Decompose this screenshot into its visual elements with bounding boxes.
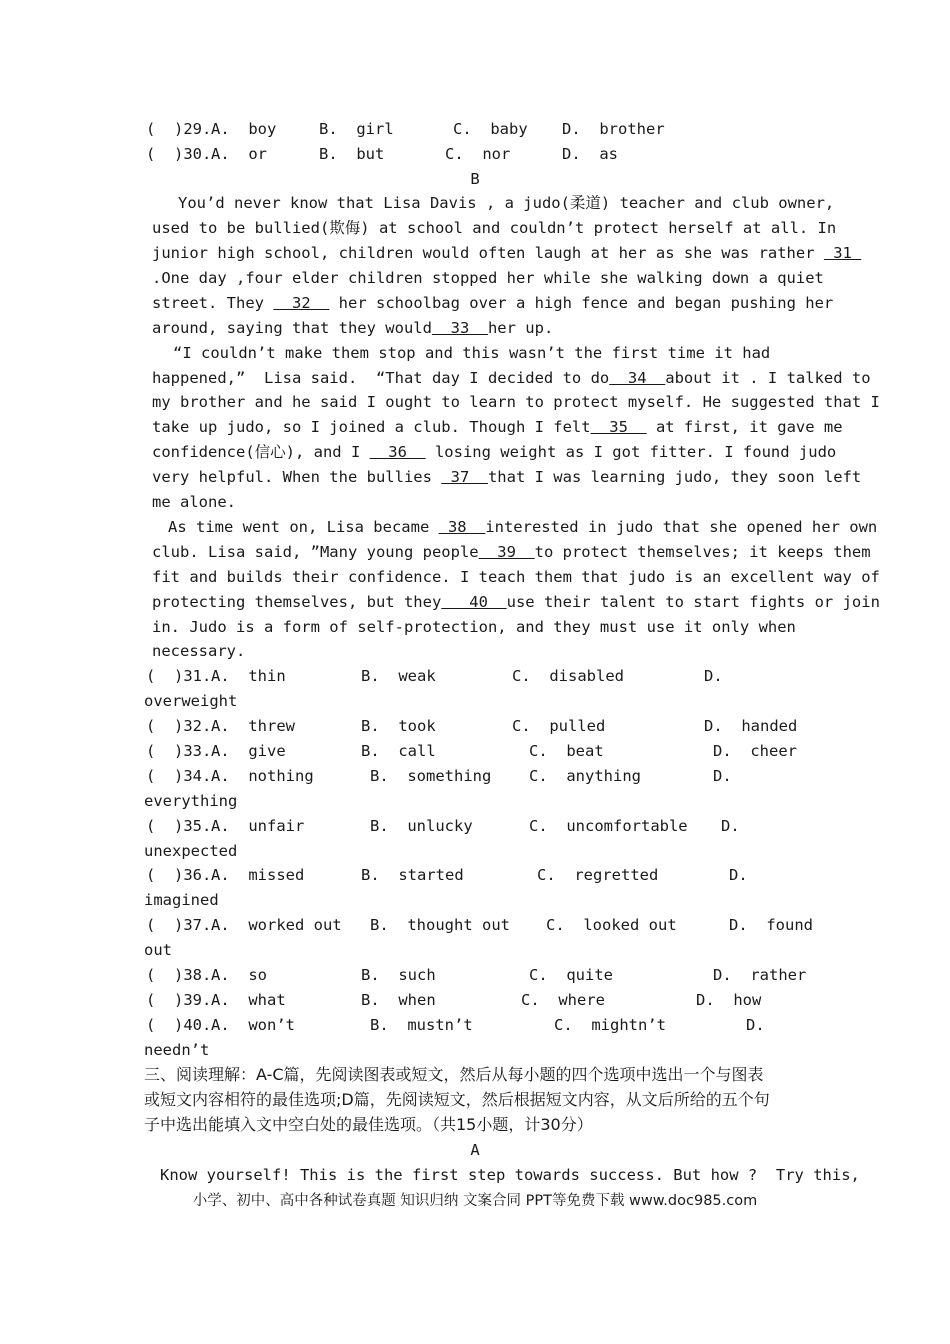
option-c: C. mightn’t [554, 1016, 666, 1034]
passage-line: street. They 32 her schoolbag over a high fence and began pushing her [152, 294, 834, 312]
question-number: ( )37. [146, 916, 212, 934]
blank-39: 39 [478, 543, 535, 561]
passage-line: junior high school, children would often laugh at her as she was rather 31 [152, 244, 862, 262]
option-b: B. unlucky [370, 817, 473, 835]
passage-line: around, saying that they would 33 her up. [152, 319, 554, 337]
option-a: A. give [211, 742, 286, 760]
passage-line: happened,” Lisa said. “That day I decided to do 34 about it . I talked to [152, 369, 871, 387]
option-d: D. [704, 667, 723, 685]
instruction-line: 或短文内容相符的最佳选项;D篇，先阅读短文，然后根据短文内容，从文后所给的五个句 [144, 1090, 770, 1109]
option-b: B. thought out [370, 916, 510, 934]
option-d: D. [746, 1016, 765, 1034]
question-number: ( )31. [146, 667, 212, 685]
instruction-line: 三、阅读理解：A-C篇，先阅读图表或短文，然后从每小题的四个选项中选出一个与图表 [144, 1065, 764, 1084]
option-b: B. when [361, 991, 436, 1009]
instruction-line: 子中选出能填入文中空白处的最佳选项。（共15小题，计30分） [144, 1115, 593, 1134]
passage-line: in. Judo is a form of self-protection, and they must use it only when [152, 618, 796, 636]
passage-line: me alone. [152, 493, 236, 511]
section-b-heading: B [470, 170, 480, 188]
blank-32: 32 [273, 294, 330, 312]
passage-line: take up judo, so I joined a club. Though I felt 35 at first, it gave me [152, 418, 843, 436]
option-c: C. beat [529, 742, 604, 760]
option-b: B. started [361, 866, 464, 884]
option-c: C. where [521, 991, 605, 1009]
question-number: ( )36. [146, 866, 212, 884]
option-b: B. girl [319, 120, 394, 138]
blank-40: 40 [441, 593, 507, 611]
option-d: D. as [562, 145, 618, 163]
option-b: B. mustn’t [370, 1016, 473, 1034]
blank-35: 35 [590, 418, 647, 436]
question-number: ( )32. [146, 717, 212, 735]
option-c: C. baby [453, 120, 528, 138]
option-b: B. but [319, 145, 385, 163]
question-number: ( )39. [146, 991, 212, 1009]
passage-line: confidence(信心), and I 36 losing weight as I got fitter. I found judo [152, 443, 837, 461]
option-c: C. regretted [537, 866, 659, 884]
option-a: A. threw [211, 717, 295, 735]
option-d-wrap: out [144, 941, 172, 959]
option-d: D. handed [704, 717, 798, 735]
option-b: B. call [361, 742, 436, 760]
option-c: C. quite [529, 966, 613, 984]
option-d: D. [729, 866, 748, 884]
option-a: A. missed [211, 866, 305, 884]
question-number: ( )38. [146, 966, 212, 984]
passage-line: used to be bullied(欺侮) at school and couldn’t protect herself at all. In [152, 219, 837, 237]
question-number: ( )34. [146, 767, 212, 785]
option-d: D. [713, 767, 732, 785]
option-a: A. or [211, 145, 267, 163]
blank-34: 34 [609, 369, 666, 387]
option-d: D. how [696, 991, 762, 1009]
passage-line: fit and builds their confidence. I teach them that judo is an excellent way of [152, 568, 880, 586]
passage-line: protecting themselves, but they 40 use their talent to start fights or join [152, 593, 880, 611]
passage-line: my brother and he said I ought to learn to protect myself. He suggested that I [152, 393, 880, 411]
passage-line: You’d never know that Lisa Davis , a judo(柔道) teacher and club owner, [178, 194, 835, 212]
blank-31: 31 [823, 244, 862, 262]
option-a: A. what [211, 991, 286, 1009]
option-c: C. anything [529, 767, 641, 785]
option-a: A. thin [211, 667, 286, 685]
option-b: B. took [361, 717, 436, 735]
option-d: D. [721, 817, 740, 835]
section-a-heading: A [470, 1141, 480, 1159]
option-d-wrap: unexpected [144, 842, 238, 860]
option-b: B. weak [361, 667, 436, 685]
passage-line: necessary. [152, 642, 246, 660]
passage-line: club. Lisa said, ”Many young people 39 to protect themselves; it keeps them [152, 543, 871, 561]
option-a: A. won’t [211, 1016, 295, 1034]
blank-36: 36 [369, 443, 426, 461]
option-a: A. boy [211, 120, 277, 138]
option-d: D. rather [713, 966, 807, 984]
question-number: ( )33. [146, 742, 212, 760]
option-d: D. cheer [713, 742, 797, 760]
watermark-footer: 小学、初中、高中各种试卷真题 知识归纳 文案合同 PPT等免费下载 www.doc985.com [192, 1193, 758, 1209]
option-a: A. so [211, 966, 267, 984]
option-b: B. such [361, 966, 436, 984]
option-d: D. brother [562, 120, 665, 138]
passage-line: very helpful. When the bullies 37 that I was learning judo, they soon left [152, 468, 862, 486]
passage-line: “I couldn’t make them stop and this wasn’t the first time it had [173, 344, 771, 362]
option-d-wrap: needn’t [144, 1041, 210, 1059]
passage-line: As time went on, Lisa became 38 interested in judo that she opened her own [168, 518, 878, 536]
option-d-wrap: imagined [144, 891, 219, 909]
option-a: A. worked out [211, 916, 342, 934]
option-a: A. unfair [211, 817, 305, 835]
question-number: ( )40. [146, 1016, 212, 1034]
blank-38: 38 [438, 518, 486, 536]
option-d-wrap: everything [144, 792, 238, 810]
question-number: ( )35. [146, 817, 212, 835]
question-number: ( )30. [146, 145, 212, 163]
option-b: B. something [370, 767, 492, 785]
option-c: C. pulled [512, 717, 606, 735]
option-d: D. found [729, 916, 813, 934]
option-c: C. looked out [546, 916, 677, 934]
option-d-wrap: overweight [144, 692, 238, 710]
option-c: C. uncomfortable [529, 817, 688, 835]
blank-33: 33 [431, 319, 488, 337]
passage-a-first-line: Know yourself! This is the first step towards success. But how ? Try this, [160, 1166, 860, 1184]
option-c: C. nor [445, 145, 511, 163]
question-number: ( )29. [146, 120, 212, 138]
option-c: C. disabled [512, 667, 624, 685]
option-a: A. nothing [211, 767, 314, 785]
blank-37: 37 [441, 468, 488, 486]
passage-line: .One day ,four elder children stopped her while she walking down a quiet [152, 269, 824, 287]
